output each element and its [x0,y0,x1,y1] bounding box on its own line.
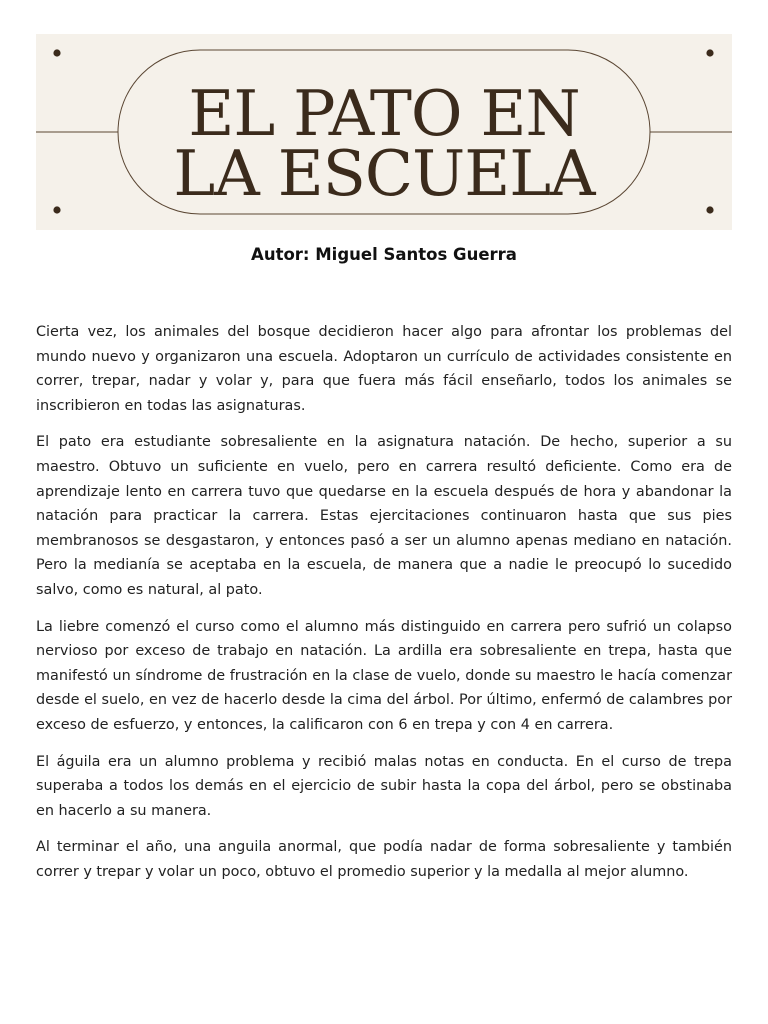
corner-dot-top-left [53,49,60,56]
paragraph: El pato era estudiante sobresaliente en la asignatura natación. De hecho, superior a su maestro. Obtuvo un suficiente en vuelo, pero en carrera resultó deficiente. Como era de aprendizaje lento en carrera tuvo que quedarse en la escuela después de hora y abandonar la natación para practicar la carrera. Estas ejercitaciones continuaron hasta que sus pies membranosos se desgastaron, y entonces pasó a ser un alumno apenas mediano en natación. Pero la medianía se aceptaba en la escuela, de manera que a nadie le preocupó lo sucedido salvo, como es natural, al pato. [36,434,732,598]
corner-dot-top-right [706,49,713,56]
corner-dot-bottom-right [706,206,713,213]
title-banner [36,34,732,230]
story-body [36,320,732,896]
title-line-1: EL PATO EN [188,77,580,150]
title-line-2: LA ESCUELA [173,137,595,210]
paragraph: La liebre comenzó el curso como el alumno más distinguido en carrera pero sufrió un colapso nervioso por exceso de trabajo en natación. La ardilla era sobresaliente en trepa, hasta que manifestó un síndrome de frustración en la clase de vuelo, donde su maestro le hacía comenzar desde el suelo, en vez de hacerlo desde la cima del árbol. Por último, enfermó de calambres por exceso de esfuerzo, y entonces, la calificaron con 6 en trepa y con 4 en carrera. [36,618,732,733]
author-line: Autor: Miguel Santos Guerra [251,245,517,264]
paragraph: Cierta vez, los animales del bosque decidieron hacer algo para afrontar los problemas del mundo nuevo y organizaron una escuela. Adoptaron un currículo de actividades consistente en correr, trepar, nadar y volar y, para que fuera más fácil enseñarlo, todos los animales se inscribieron en todas las asignaturas. [36,324,732,414]
paragraph: Al terminar el año, una anguila anormal, que podía nadar de forma sobresaliente y también correr y trepar y volar un poco, obtuvo el promedio superior y la medalla al mejor alumno. [36,839,732,880]
paragraph: El águila era un alumno problema y recibió malas notas en conducta. En el curso de trepa superaba a todos los demás en el ejercicio de subir hasta la copa del árbol, pero se obstinaba en hacerlo a su manera. [36,753,732,819]
corner-dot-bottom-left [53,206,60,213]
